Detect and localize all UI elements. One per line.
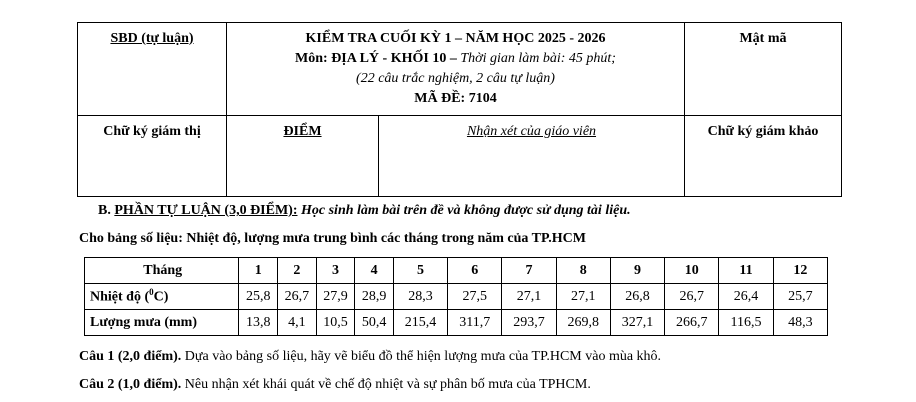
rainfall-cell: 10,5: [316, 310, 355, 336]
month-cell: 5: [393, 258, 447, 284]
rainfall-cell: 215,4: [393, 310, 447, 336]
section-b-prefix: B.: [98, 203, 115, 218]
temperature-header: [85, 284, 239, 310]
question-2-text: Nêu nhận xét khái quát về chế độ nhiệt và sự phân bố mưa của TPHCM.: [181, 377, 591, 392]
question-2-label: Câu 2 (1,0 điểm).: [79, 377, 182, 392]
rainfall-row: [85, 310, 828, 336]
subject-line: [227, 49, 684, 69]
month-row: [85, 258, 828, 284]
month-cell: 4: [355, 258, 394, 284]
month-cell: 10: [665, 258, 719, 284]
temperature-row: [85, 284, 828, 310]
temperature-label: Nhiệt độ (: [90, 289, 150, 305]
month-header: Tháng: [85, 258, 239, 284]
subject-label: Môn: ĐỊA LÝ - KHỐI 10 –: [295, 51, 461, 66]
month-cell: 9: [610, 258, 664, 284]
exam-header: [77, 22, 842, 197]
question-1-label: Câu 1 (2,0 điểm).: [79, 349, 182, 364]
exam-info-cell: [227, 23, 685, 116]
climate-table: [84, 257, 828, 336]
exam-composition: (22 câu trắc nghiệm, 2 câu tự luận): [356, 71, 555, 86]
rainfall-cell: 327,1: [610, 310, 664, 336]
question-1: [79, 349, 661, 365]
secret-code-cell: [685, 23, 842, 116]
teacher-comment-cell: [379, 116, 685, 197]
rainfall-cell: 293,7: [502, 310, 556, 336]
rainfall-cell: 4,1: [278, 310, 317, 336]
proctor-signature-label: Chữ ký giám thị: [103, 124, 201, 139]
examiner-signature-cell: [685, 116, 842, 197]
examiner-signature-label: Chữ ký giám khảo: [707, 124, 819, 139]
degree-superscript: 0: [149, 287, 154, 298]
sbd-label: SBD (tự luận): [110, 31, 194, 46]
month-cell: 8: [556, 258, 610, 284]
month-cell: 12: [773, 258, 827, 284]
given-data-statement: Cho bảng số liệu: Nhiệt độ, lượng mưa trung bình các tháng trong năm của TP.HCM: [79, 231, 586, 246]
rainfall-cell: 269,8: [556, 310, 610, 336]
score-label: ĐIỂM: [283, 124, 322, 139]
temperature-cell: 26,7: [665, 284, 719, 310]
section-b-title: PHẦN TỰ LUẬN (3,0 ĐIỂM):: [114, 203, 298, 218]
score-cell: [227, 116, 379, 197]
secret-code-label: Mật mã: [739, 31, 787, 46]
month-cell: 6: [448, 258, 502, 284]
temperature-cell: 26,7: [278, 284, 317, 310]
month-cell: 3: [316, 258, 355, 284]
proctor-signature-cell: [78, 116, 227, 197]
exam-title: KIỂM TRA CUỐI KỲ 1 – NĂM HỌC 2025 - 2026: [305, 31, 606, 46]
rainfall-cell: 13,8: [239, 310, 278, 336]
month-cell: 2: [278, 258, 317, 284]
temperature-cell: 26,8: [610, 284, 664, 310]
section-b-instruction: Học sinh làm bài trên đề và không được sử dụng tài liệu.: [297, 203, 631, 218]
temperature-cell: 28,9: [355, 284, 394, 310]
question-1-text: Dựa vào bảng số liệu, hãy vẽ biểu đồ thể hiện lượng mưa của TP.HCM vào mùa khô.: [181, 349, 662, 364]
sbd-cell: [78, 23, 227, 116]
rainfall-cell: 48,3: [773, 310, 827, 336]
exam-time: Thời gian làm bài: 45 phút;: [460, 51, 616, 66]
rainfall-cell: 50,4: [355, 310, 394, 336]
temperature-cell: 25,8: [239, 284, 278, 310]
month-cell: 1: [239, 258, 278, 284]
month-cell: 11: [719, 258, 773, 284]
temperature-cell: 27,5: [448, 284, 502, 310]
rainfall-cell: 311,7: [448, 310, 502, 336]
temperature-cell: 26,4: [719, 284, 773, 310]
temperature-cell: 27,9: [316, 284, 355, 310]
temperature-cell: 27,1: [556, 284, 610, 310]
rainfall-cell: 116,5: [719, 310, 773, 336]
temperature-cell: 28,3: [393, 284, 447, 310]
question-2: [79, 377, 591, 393]
month-cell: 7: [502, 258, 556, 284]
exam-code: MÃ ĐỀ: 7104: [414, 91, 497, 106]
teacher-comment-label: Nhận xét của giáo viên: [466, 124, 597, 139]
rainfall-cell: 266,7: [665, 310, 719, 336]
rainfall-header: Lượng mưa (mm): [85, 310, 239, 336]
temperature-cell: 25,7: [773, 284, 827, 310]
temperature-unit: C): [153, 289, 169, 305]
section-b-heading: [98, 203, 631, 219]
temperature-cell: 27,1: [502, 284, 556, 310]
